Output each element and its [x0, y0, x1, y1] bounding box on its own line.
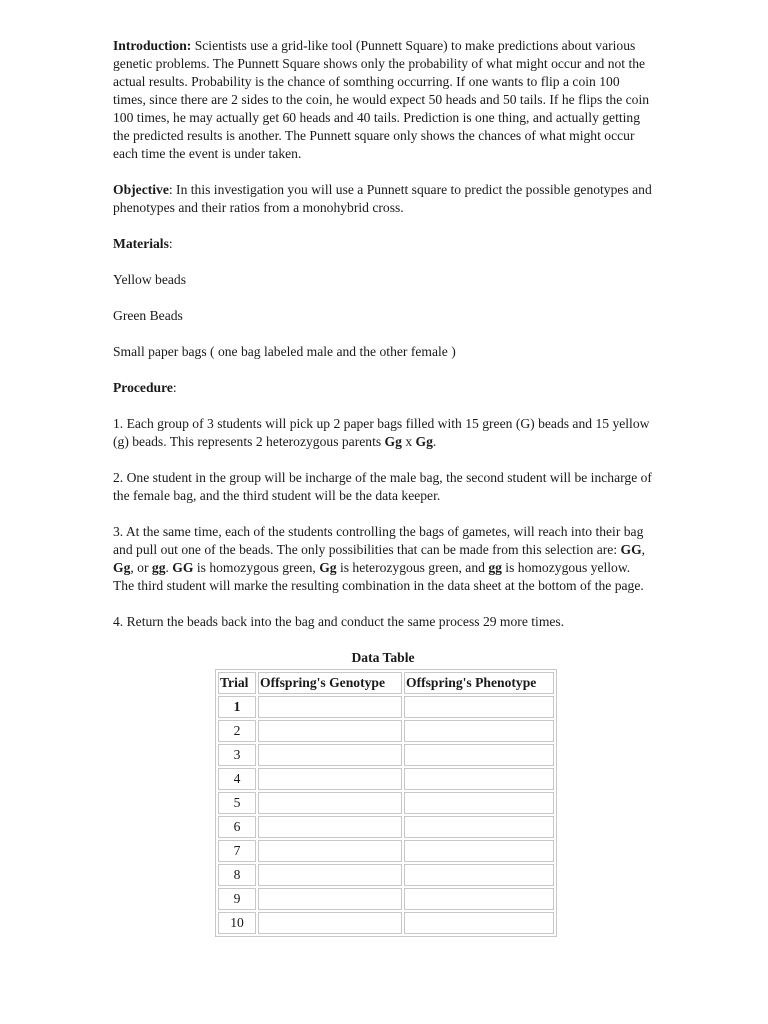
- trial-number: 2: [218, 720, 256, 742]
- table-row: [218, 744, 554, 766]
- materials-colon: :: [168, 236, 173, 251]
- step-3-text: is homozygous green,: [193, 560, 320, 575]
- data-table-wrapper: [215, 669, 653, 937]
- table-row: [218, 816, 554, 838]
- step-1-end: .: [432, 434, 437, 449]
- table-row: [218, 912, 554, 934]
- table-row: [218, 864, 554, 886]
- procedure-step-3: [113, 523, 653, 595]
- procedure-label: Procedure: [113, 380, 173, 395]
- data-table-title: Data Table: [351, 650, 415, 665]
- document-page: [113, 37, 653, 937]
- step-3-text: , or: [130, 560, 152, 575]
- genotype-cell[interactable]: [258, 864, 402, 886]
- genotype-cell[interactable]: [258, 768, 402, 790]
- step-3-text: ,: [641, 542, 646, 557]
- trial-number: 1: [218, 696, 256, 718]
- trial-number: 4: [218, 768, 256, 790]
- material-item: Yellow beads: [113, 272, 187, 287]
- genotype-cell[interactable]: [258, 912, 402, 934]
- phenotype-cell[interactable]: [404, 768, 554, 790]
- table-row: [218, 768, 554, 790]
- phenotype-cell[interactable]: [404, 912, 554, 934]
- genotype-term: Gg: [113, 560, 131, 575]
- header-trial: Trial: [218, 672, 256, 694]
- genotype-cell[interactable]: [258, 696, 402, 718]
- phenotype-cell[interactable]: [404, 864, 554, 886]
- phenotype-cell[interactable]: [404, 816, 554, 838]
- trial-number: 9: [218, 888, 256, 910]
- table-row: [218, 888, 554, 910]
- trial-number: 7: [218, 840, 256, 862]
- table-header-row: [218, 672, 554, 694]
- material-item: Small paper bags ( one bag labeled male and the other female ): [113, 344, 456, 359]
- materials-label: Materials: [113, 236, 169, 251]
- objective-paragraph: [113, 181, 653, 217]
- phenotype-cell[interactable]: [404, 792, 554, 814]
- procedure-step-4: 4. Return the beads back into the bag and conduct the same process 29 more times.: [113, 614, 565, 629]
- phenotype-cell[interactable]: [404, 696, 554, 718]
- genotype-cell[interactable]: [258, 888, 402, 910]
- introduction-text: Scientists use a grid-like tool (Punnett Square) to make predictions about various genetic problems. The Punnett Square shows only the probability of what might occur and not the actual results. Probability is the chance of somthing occurring. If one wants to flip a coin 100 times, since there are 2 sides to the coin, he would expect 50 heads and 50 tails. If he flips the coin 100 times, he may actually get 60 heads and 40 tails. Prediction is one thing, and actually getting the predicted results is another. The Punnett square only shows the chances of what might occur each time the event is under taken.: [113, 38, 650, 161]
- genotype-cell[interactable]: [258, 744, 402, 766]
- introduction-paragraph: [113, 37, 653, 163]
- step-3-text: is homozygous yellow. The third student will marke the resulting combination in the data sheet at the bottom of the page.: [113, 560, 644, 593]
- objective-label: Objective: [113, 182, 169, 197]
- phenotype-cell[interactable]: [404, 888, 554, 910]
- material-item: Green Beads: [113, 308, 183, 323]
- table-row: [218, 720, 554, 742]
- procedure-step-1: [113, 415, 653, 451]
- data-table: [215, 669, 557, 937]
- genotype-term: GG: [172, 560, 194, 575]
- step-3-text: is heterozygous green, and: [336, 560, 489, 575]
- objective-text: : In this investigation you will use a Punnett square to predict the possible genotypes and phenotypes and their ratios from a monohybrid cross.: [113, 182, 652, 215]
- table-row: [218, 792, 554, 814]
- genotype-term: GG: [620, 542, 642, 557]
- procedure-step-2: 2. One student in the group will be incharge of the male bag, the second student will be incharge of the female bag, and the third student will be the data keeper.: [113, 470, 652, 503]
- genotype-cell[interactable]: [258, 792, 402, 814]
- step-1-text: 1. Each group of 3 students will pick up 2 paper bags filled with 15 green (G) beads and 15 yellow (g) beads. This represents 2 heterozygous parents: [113, 416, 650, 449]
- genotype-cell[interactable]: [258, 720, 402, 742]
- genotype-term: gg: [151, 560, 166, 575]
- phenotype-cell[interactable]: [404, 744, 554, 766]
- step-3-text: 3. At the same time, each of the students controlling the bags of gametes, will reach into their bag and pull out one of the beads. The only possibilities that can be made from this selection are:: [113, 524, 644, 557]
- materials-heading: [113, 235, 653, 253]
- phenotype-cell[interactable]: [404, 840, 554, 862]
- phenotype-cell[interactable]: [404, 720, 554, 742]
- parent-genotype: Gg: [384, 434, 402, 449]
- procedure-colon: :: [172, 380, 177, 395]
- table-row: [218, 696, 554, 718]
- genotype-term: Gg: [319, 560, 337, 575]
- parent-genotype: Gg: [415, 434, 433, 449]
- table-row: [218, 840, 554, 862]
- introduction-label: Introduction:: [113, 38, 192, 53]
- trial-number: 5: [218, 792, 256, 814]
- trial-number: 8: [218, 864, 256, 886]
- trial-number: 10: [218, 912, 256, 934]
- genotype-cell[interactable]: [258, 840, 402, 862]
- cross-symbol: x: [401, 434, 416, 449]
- procedure-heading: [113, 379, 653, 397]
- header-phenotype: Offspring's Phenotype: [404, 672, 554, 694]
- genotype-cell[interactable]: [258, 816, 402, 838]
- trial-number: 3: [218, 744, 256, 766]
- header-genotype: Offspring's Genotype: [258, 672, 402, 694]
- step-3-text: .: [165, 560, 173, 575]
- trial-number: 6: [218, 816, 256, 838]
- genotype-term: gg: [488, 560, 502, 575]
